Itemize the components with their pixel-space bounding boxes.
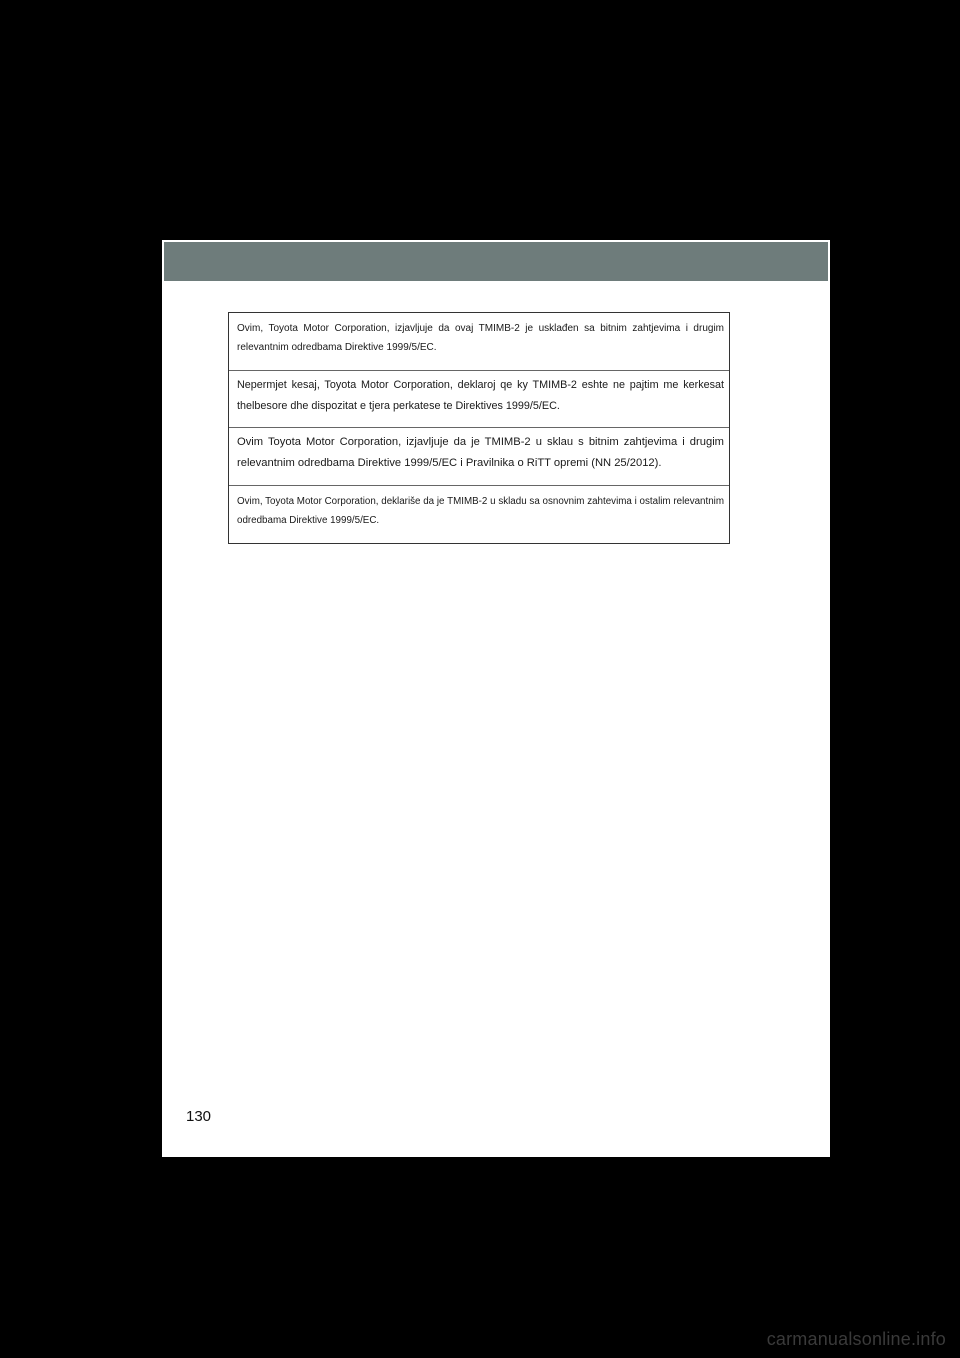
page-number: 130	[186, 1108, 212, 1125]
declaration-table	[228, 312, 730, 544]
site-watermark: carmanualsonline.info	[766, 1329, 946, 1349]
declaration-row-albanian: Nepermjet kesaj, Toyota Motor Corporation, deklaroj qe ky TMIMB-2 eshte ne pajtim me kerkesat thelbesore dhe dispozitat e tjera perkatese te Direktives 1999/5/EC.	[229, 371, 729, 429]
declaration-row-croatian: Ovim Toyota Motor Corporation, izjavljuje da je TMIMB-2 u sklau s bitnim zahtjevima i drugim relevantnim odredbama Direktive 1999/5/EC i Pravilnika o RiTT opremi (NN 25/2012).	[229, 428, 729, 486]
manual-page	[162, 240, 830, 1157]
declaration-row-serbian: Ovim, Toyota Motor Corporation, deklariše da je TMIMB-2 u skladu sa osnovnim zahtevima i ostalim relevantnim odredbama Direktive 1999/5/EC.	[237, 495, 724, 526]
declaration-row-bosnian: Ovim, Toyota Motor Corporation, izjavljuje da ovaj TMIMB-2 je usklađen sa bitnim zahtjevima i drugim relevantnim odredbama Direktive 1999/5/EC.	[229, 313, 729, 371]
section-header-bar	[164, 242, 828, 281]
